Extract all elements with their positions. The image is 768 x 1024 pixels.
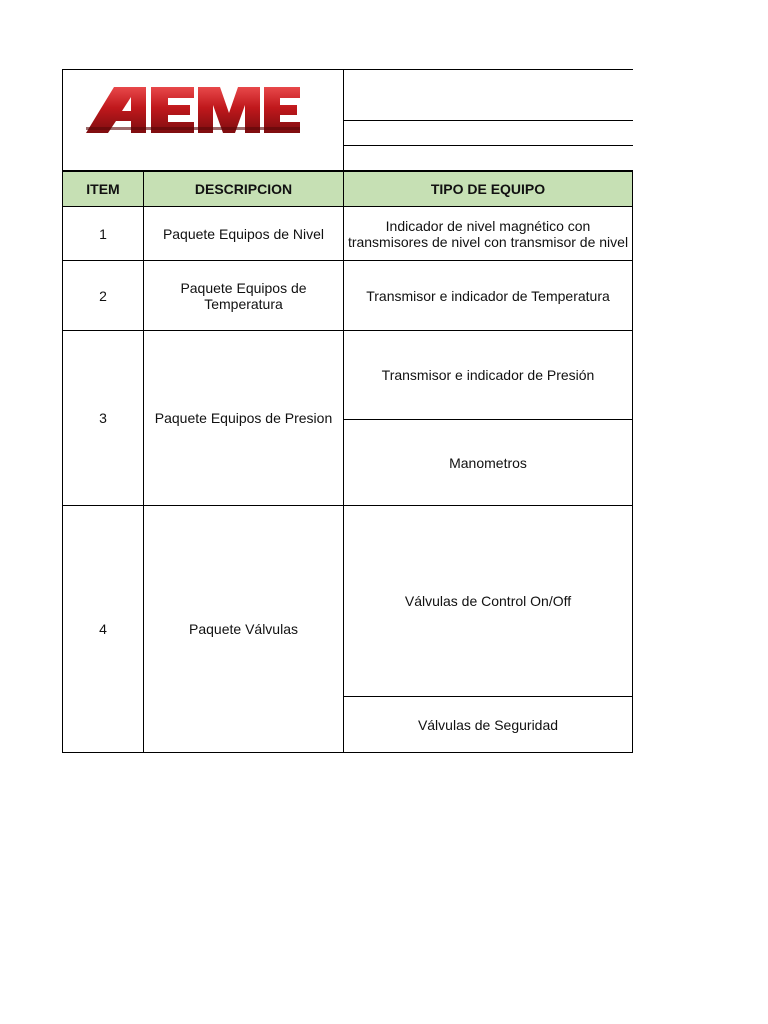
- row-3-item: 3: [99, 410, 107, 426]
- row-3-tipo-2: Manometros: [449, 454, 527, 471]
- row-4-tipo-2: Válvulas de Seguridad: [417, 716, 559, 733]
- row-4-descripcion: Paquete Válvulas: [189, 621, 298, 637]
- row-2-item: 2: [99, 287, 107, 304]
- header-tipo-de-equipo: TIPO DE EQUIPO: [430, 181, 546, 197]
- row-1-item: 1: [99, 225, 107, 242]
- row-2-descripcion: Paquete Equipos de Temperatura: [180, 279, 307, 312]
- row-2-tipo: Transmisor e indicador de Temperatura: [366, 287, 610, 304]
- header-descripcion: DESCRIPCION: [194, 181, 293, 197]
- row-1-descripcion: Paquete Equipos de Nivel: [162, 225, 325, 242]
- row-1-tipo: Indicador de nivel magnético con transmisores de nivel con transmisor de nivel: [347, 217, 629, 250]
- header-item: ITEM: [86, 181, 120, 197]
- row-3-descripcion: Paquete Equipos de Presion: [154, 410, 333, 426]
- row-4-item: 4: [99, 621, 107, 637]
- row-3-tipo-1: Transmisor e indicador de Presión: [381, 367, 595, 383]
- aeme-logo: [84, 83, 302, 137]
- row-4-tipo-1: Válvulas de Control On/Off: [404, 593, 572, 609]
